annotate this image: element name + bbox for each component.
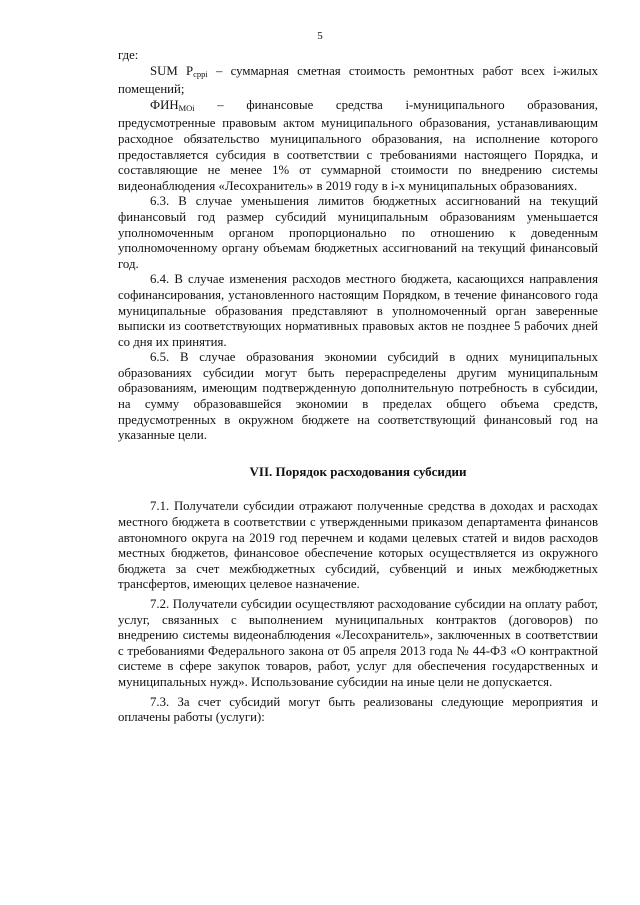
sum-formula-symbol: SUM P [150, 63, 194, 78]
sum-formula-text: – суммарная сметная стоимость ремонтных работ всех i-жилых помещений; [118, 63, 598, 97]
paragraph-7-3: 7.3. За счет субсидий могут быть реализованы следующие мероприятия и оплачены работы (услуги): [118, 694, 598, 725]
paragraph-6-5: 6.5. В случае образования экономии субсидий в одних муниципальных образованиях субсидии могут быть перераспределены другим муниципальным образованиям, имеющим подтвержденную дополнительную потребность в субсидии, на сумму образовавшейся экономии в пределах общего объема средств, предусмотренных в окружном бюджете на соответствующий финансовый год на указанные цели. [118, 350, 598, 443]
page-number: 5 [317, 30, 323, 42]
section-heading: VII. Порядок расходования субсидии [249, 463, 467, 479]
fin-formula-text: – финансовые средства i-муниципального образования, предусмотренные правовым актом муниципального образования, устанавливающим расходное обязательство муниципального образования, на исполнение которого предоставляется субсидия в соответствии с требованиями настоящего Порядка, и составляющие не менее 1% от суммарной стоимости по внедрению системы видеонаблюдения «Лесохранитель» в 2019 году в i-х муниципальных образованиях. [118, 97, 598, 193]
paragraph-6-3: 6.3. В случае уменьшения лимитов бюджетных ассигнований на текущий финансовый год размер субсидий муниципальным образованиям уменьшается уполномоченным органом пропорционально по отношению к доведенным уполномоченному органу объемам бюджетных ассигнований на текущий финансовый год. [118, 194, 598, 271]
fin-formula-symbol: ФИН [150, 97, 179, 112]
paragraph-7-1: 7.1. Получатели субсидии отражают полученные средства в доходах и расходах местного бюджета в соответствии с утвержденными приказом департамента финансов автономного округа на 2019 год перечнем и кодами целевых статей и видов расходов местных бюджетов, финансовое обеспечение которых осуществляется из окружного бюджета за счет межбюджетных субсидий, субвенций и иных межбюджетных трансфертов, имеющих целевое назначение. [118, 499, 598, 592]
fin-formula-definition [118, 98, 598, 195]
intro-text: где: [118, 48, 139, 62]
fin-formula-subscript: MOi [178, 102, 195, 113]
document-body [118, 48, 598, 726]
paragraph-7-2: 7.2. Получатели субсидии осуществляют расходование субсидии на оплату работ, услуг, связанных с выполнением муниципальных контрактов (договоров) по внедрению системы видеонаблюдения «Лесохранитель», заключенных в соответствии с требованиями Федерального закона от 05 апреля 2013 года № 44-ФЗ «О контрактной системе в сфере закупок товаров, работ, услуг для обеспечения государственных и муниципальных нужд». Использование субсидии на иные цели не допускается. [118, 597, 598, 689]
paragraph-6-4: 6.4. В случае изменения расходов местного бюджета, касающихся направления софинансирования, установленного настоящим Порядком, в течение финансового года муниципальные образования представляют в уполномоченный орган заверенные выписки из соответствующих нормативных правовых актов не позднее 5 рабочих дней со дня их принятия. [118, 272, 598, 349]
sum-formula-definition [118, 64, 598, 98]
sum-formula-subscript: cppi [193, 68, 208, 79]
